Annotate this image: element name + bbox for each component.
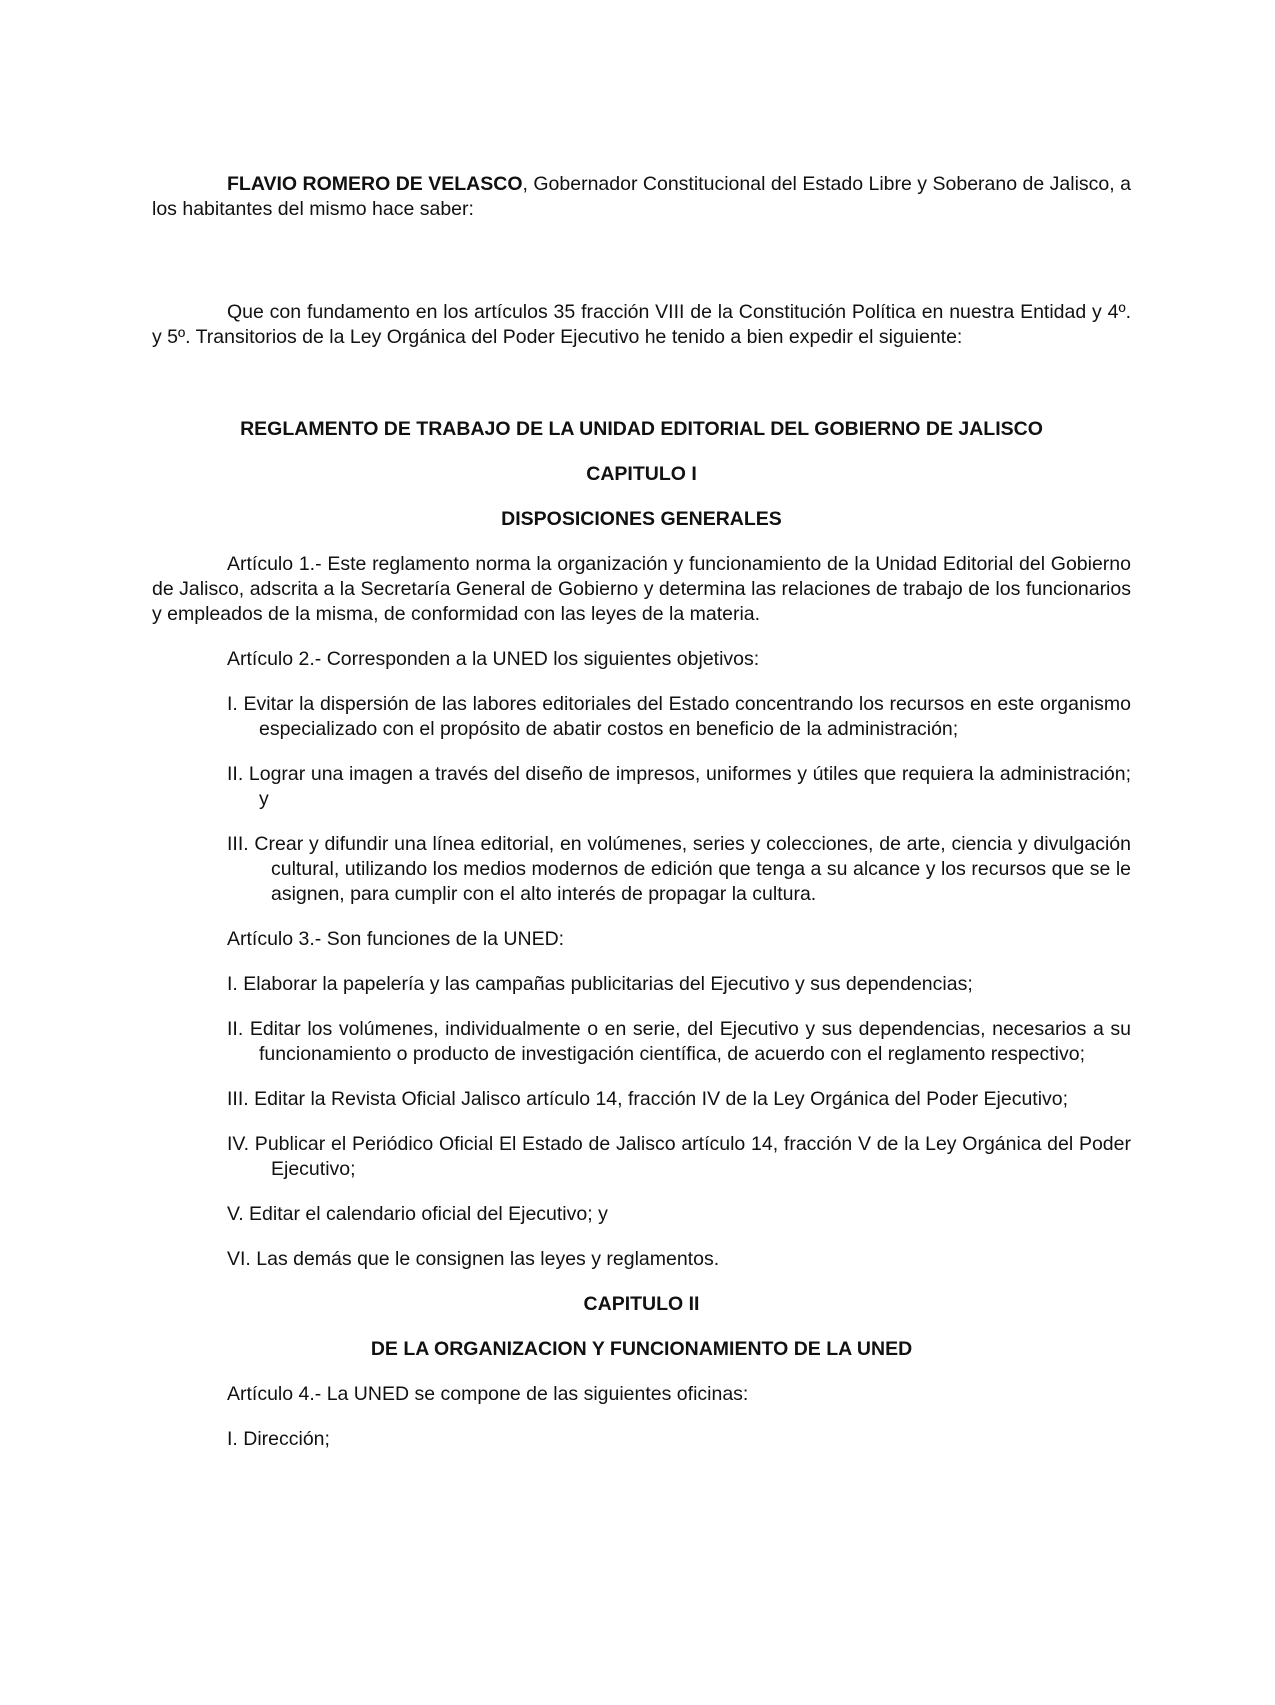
chapter-1-heading: DISPOSICIONES GENERALES — [501, 508, 782, 530]
article-3-item-2: II. Editar los volúmenes, individualmente o en serie, del Ejecutivo y sus dependencias, necesarios a su funcionamiento o producto de investigación científica, de acuerdo con el reglamento respectivo; — [227, 1018, 1131, 1065]
document-body — [152, 172, 1131, 1452]
article-4: Artículo 4.- La UNED se compone de las siguientes oficinas: — [227, 1383, 749, 1405]
article-4-item-1: I. Dirección; — [227, 1428, 330, 1450]
governor-name: FLAVIO ROMERO DE VELASCO — [227, 173, 523, 195]
article-3: Artículo 3.- Son funciones de la UNED: — [227, 928, 565, 950]
document-title: REGLAMENTO DE TRABAJO DE LA UNIDAD EDITORIAL DEL GOBIERNO DE JALISCO — [240, 418, 1043, 440]
article-3-item-3: III. Editar la Revista Oficial Jalisco artículo 14, fracción IV de la Ley Orgánica del Poder Ejecutivo; — [227, 1088, 1069, 1110]
article-1: Artículo 1.- Este reglamento norma la organización y funcionamiento de la Unidad Editorial del Gobierno de Jalisco, adscrita a la Secretaría General de Gobierno y determina las relaciones de trabajo de los funcionarios y empleados de la misma, de conformidad con las leyes de la materia. — [152, 553, 1131, 625]
article-3-item-4: IV. Publicar el Periódico Oficial El Estado de Jalisco artículo 14, fracción V de la Ley Orgánica del Poder Ejecutivo; — [227, 1133, 1131, 1180]
chapter-2-heading: DE LA ORGANIZACION Y FUNCIONAMIENTO DE LA UNED — [370, 1338, 913, 1360]
chapter-1-number: CAPITULO I — [586, 463, 697, 485]
intro-paragraph — [152, 172, 1131, 222]
article-3-item-5: V. Editar el calendario oficial del Ejecutivo; y — [227, 1203, 608, 1225]
article-2-item-1: I. Evitar la dispersión de las labores editoriales del Estado concentrando los recursos en este organismo especializado con el propósito de abatir costos en beneficio de la administración; — [227, 693, 1131, 740]
article-2: Artículo 2.- Corresponden a la UNED los siguientes objetivos: — [227, 648, 760, 670]
article-2-item-2: II. Lograr una imagen a través del diseño de impresos, uniformes y útiles que requiera la administración; y — [227, 763, 1131, 810]
chapter-2-number: CAPITULO II — [583, 1293, 700, 1315]
article-3-item-1: I. Elaborar la papelería y las campañas publicitarias del Ejecutivo y sus dependencias; — [227, 973, 973, 995]
intro-text: , Gobernador Constitucional del Estado Libre y Soberano de Jalisco, a los habitantes del mismo hace saber: — [152, 173, 1131, 220]
article-3-item-6: VI. Las demás que le consignen las leyes y reglamentos. — [227, 1248, 720, 1270]
article-2-item-3: III. Crear y difundir una línea editorial, en volúmenes, series y colecciones, de arte, ciencia y divulgación cultural, utilizando los medios modernos de edición que tenga a su alcance y los recursos que se le asignen, para cumplir con el alto interés de propagar la cultura. — [227, 833, 1131, 905]
preamble-paragraph: Que con fundamento en los artículos 35 fracción VIII de la Constitución Política en nuestra Entidad y 4º. y 5º. Transitorios de la Ley Orgánica del Poder Ejecutivo he tenido a bien expedir el siguiente: — [152, 301, 1131, 348]
